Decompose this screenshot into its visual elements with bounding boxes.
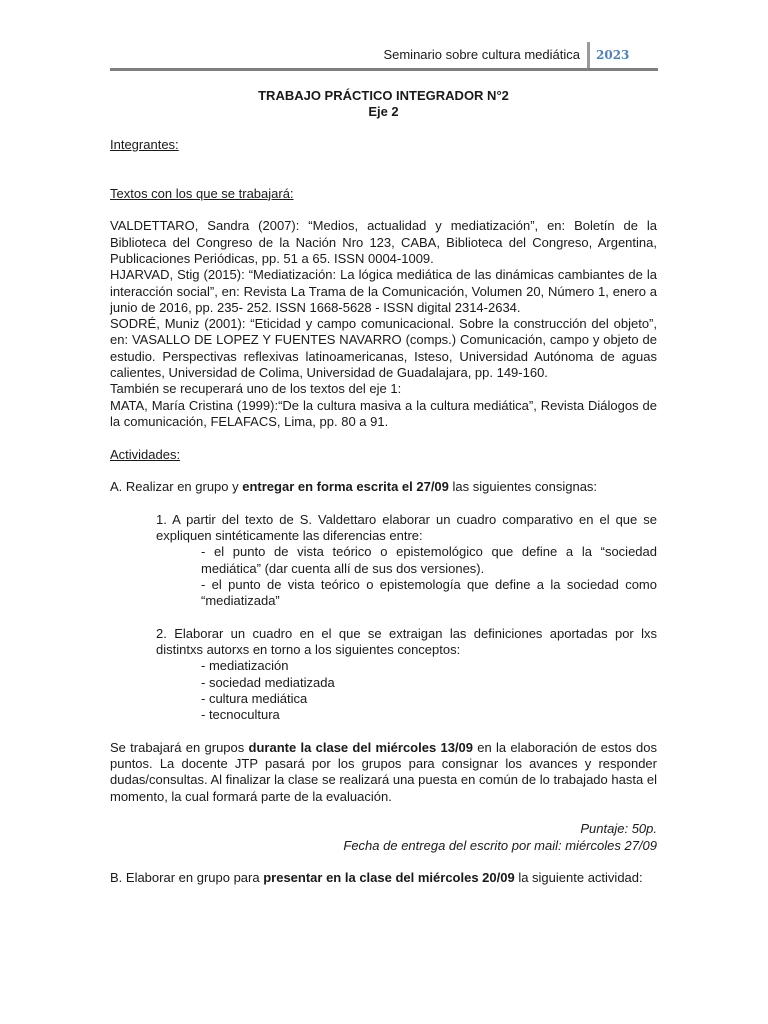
item-1-sub-2: - el punto de vista teórico o epistemología que define a la sociedad como “mediatizada”: [201, 576, 657, 609]
puntaje: Puntaje: 50p.: [580, 821, 657, 837]
concept-item: - sociedad mediatizada: [201, 674, 335, 690]
item-1-sub-1: - el punto de vista teórico o epistemológico que define a la “sociedad mediática” (dar cuenta allí de sus dos versiones).: [201, 544, 657, 576]
part-a-instruction: A. Realizar en grupo y entregar en forma escrita el 27/09 las siguientes consignas:: [110, 479, 598, 495]
doc-subtitle: Eje 2: [368, 104, 399, 120]
concept-item: - mediatización: [201, 658, 289, 674]
header-year: 2023: [596, 48, 630, 62]
concept-item: - cultura mediática: [201, 690, 308, 706]
reference-hjarvad: HJARVAD, Stig (2015): “Mediatización: La lógica mediática de las dinámicas cambiantes de la interacción social”, en: Revista La Trama de la Comunicación, Volumen 20, Número 1, enero a junio de 2016, pp. 235- 252. ISSN 1668-5628 - ISSN digital 2314-2634.: [110, 267, 657, 315]
header-title: Seminario sobre cultura mediática: [383, 47, 580, 62]
reference-note: También se recuperará uno de los textos del eje 1:: [110, 381, 402, 397]
document-body: [110, 88, 657, 887]
page-header: [110, 42, 658, 70]
reference-valdettaro: VALDETTARO, Sandra (2007): “Medios, actualidad y mediatización”, en: Boletín de la Biblioteca del Congreso de la Nación Nro 123, CABA, Biblioteca del Congreso, Argentina, Publicaciones Periódicas, pp. 51 a 65. ISSN 0004-1009.: [110, 218, 657, 266]
integrantes-label: Integrantes:: [110, 136, 179, 152]
item-1-text: 1. A partir del texto de S. Valdettaro elaborar un cuadro comparativo en el que se expliquen sintéticamente las diferencias entre:: [156, 511, 657, 544]
reference-sodre: SODRÉ, Muniz (2001): “Eticidad y campo comunicacional. Sobre la construcción del objeto”, en: VASALLO DE LOPEZ Y FUENTES NAVARRO (comps.) Comunicación, campo y objeto de estudio. Perspectivas reflexivas latinoamericanas, Isteso, Universidad Autónoma de aguas calientes, Universidad de Colima, Universidad de Guadalajara, pp. 149-160.: [110, 316, 657, 381]
actividades-label: Actividades:: [110, 446, 181, 462]
header-rule: [110, 68, 658, 71]
reference-mata: MATA, María Cristina (1999):“De la cultura masiva a la cultura mediática”, Revista Diálogos de la comunicación, FELAFACS, Lima, pp. 80 a 91.: [110, 397, 657, 429]
header-separator: [587, 42, 590, 68]
textos-label: Textos con los que se trabajará:: [110, 185, 294, 201]
doc-title: TRABAJO PRÁCTICO INTEGRADOR N°2: [258, 88, 509, 103]
part-b-instruction: B. Elaborar en grupo para presentar en la clase del miércoles 20/09 la siguiente actividad:: [110, 870, 643, 886]
fecha-entrega: Fecha de entrega del escrito por mail: miércoles 27/09: [343, 837, 657, 853]
item-2-text: 2. Elaborar un cuadro en el que se extraigan las definiciones aportadas por lxs distintxs autorxs en torno a los siguientes conceptos:: [156, 625, 657, 658]
concept-item: - tecnocultura: [201, 707, 280, 723]
grupos-paragraph: Se trabajará en grupos durante la clase del miércoles 13/09 en la elaboración de estos dos puntos. La docente JTP pasará por los grupos para consignar los avances y responder dudas/consultas. Al finalizar la clase se realizará una puesta en común de lo trabajado hasta el momento, la cual formará parte de la evaluación.: [110, 739, 657, 804]
